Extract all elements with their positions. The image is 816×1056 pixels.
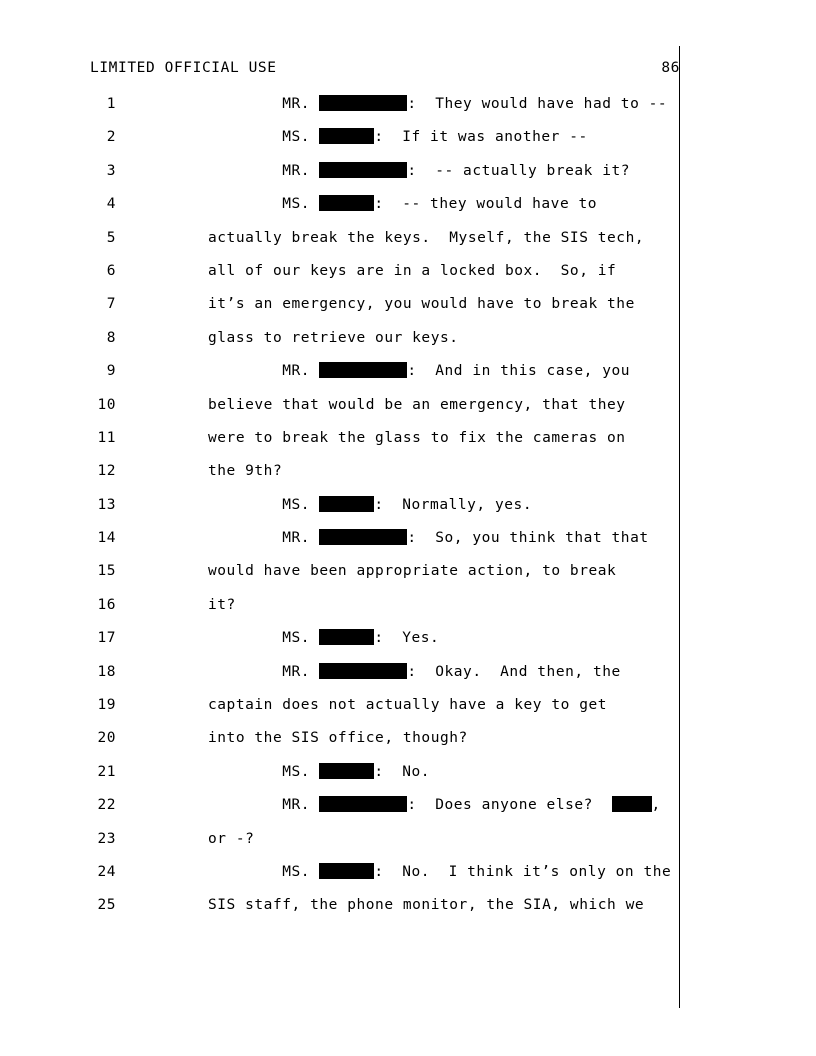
text-segment: into the SIS office, though? (208, 730, 468, 747)
text-segment: : Yes. (374, 630, 440, 647)
transcript-line (90, 522, 690, 555)
line-number: 24 (97, 863, 116, 880)
transcript-line (90, 722, 690, 755)
transcript-line (90, 789, 690, 822)
line-number: 8 (106, 329, 116, 346)
line-number: 16 (97, 596, 116, 613)
line-text (208, 789, 661, 822)
text-segment: MR. (208, 363, 320, 380)
line-number: 7 (106, 296, 116, 313)
transcript-line (90, 489, 690, 522)
line-number: 12 (97, 463, 116, 480)
transcript-line (90, 555, 690, 588)
text-segment: MR. (208, 530, 320, 547)
line-number: 22 (97, 797, 116, 814)
text-segment: were to break the glass to fix the cameras on (208, 429, 626, 446)
text-segment: : -- they would have to (374, 196, 598, 213)
redaction-bar (319, 796, 407, 812)
redaction-bar (319, 629, 374, 645)
transcript-line (90, 889, 690, 922)
transcript-line (90, 856, 690, 889)
transcript-line (90, 155, 690, 188)
redaction-bar (319, 362, 407, 378)
redaction-bar (319, 496, 374, 512)
transcript-line (90, 188, 690, 221)
line-text (208, 389, 626, 422)
line-text (208, 622, 439, 655)
text-segment: SIS staff, the phone monitor, the SIA, which we (208, 897, 645, 914)
line-text (208, 355, 630, 388)
text-segment: : No. I think it’s only on the (374, 863, 672, 880)
text-segment: MS. (208, 863, 320, 880)
line-number: 25 (97, 897, 116, 914)
line-number: 1 (106, 96, 116, 112)
line-number: 13 (97, 496, 116, 513)
text-segment: the 9th? (208, 463, 283, 480)
page-header (90, 60, 680, 76)
transcript-line (90, 622, 690, 655)
line-text (208, 288, 635, 321)
text-segment: it’s an emergency, you would have to break the (208, 296, 635, 313)
text-segment: : Okay. And then, the (407, 663, 621, 680)
text-segment: it? (208, 596, 236, 613)
line-text (208, 522, 649, 555)
text-segment: MS. (208, 196, 320, 213)
line-text (208, 255, 616, 288)
line-text (208, 489, 532, 522)
line-text (208, 823, 254, 856)
line-number: 23 (97, 830, 116, 847)
text-segment: : And in this case, you (407, 363, 631, 380)
transcript-body (90, 88, 690, 923)
transcript-line (90, 88, 690, 121)
redaction-bar (319, 529, 407, 545)
text-segment: actually break the keys. Myself, the SIS tech, (208, 229, 645, 246)
classification-marking: LIMITED OFFICIAL USE (90, 60, 277, 76)
line-number: 3 (106, 162, 116, 179)
text-segment: MR. (208, 96, 320, 112)
line-text (208, 155, 630, 188)
page-number: 86 (661, 60, 680, 76)
line-text (208, 322, 459, 355)
line-text (208, 422, 626, 455)
redaction-bar (319, 128, 374, 144)
text-segment: captain does not actually have a key to get (208, 697, 608, 714)
text-segment: MS. (208, 129, 320, 146)
line-number: 6 (106, 262, 116, 279)
text-segment: : -- actually break it? (407, 162, 631, 179)
line-number: 15 (97, 563, 116, 580)
text-segment: : So, you think that that (407, 530, 649, 547)
text-segment: MS. (208, 630, 320, 647)
text-segment: : If it was another -- (374, 129, 588, 146)
transcript-line (90, 355, 690, 388)
text-segment: MR. (208, 663, 320, 680)
line-number: 17 (97, 630, 116, 647)
line-text (208, 555, 616, 588)
redaction-bar (319, 162, 407, 178)
line-text (208, 689, 607, 722)
transcript-line (90, 288, 690, 321)
transcript-line (90, 823, 690, 856)
redaction-bar (319, 663, 407, 679)
transcript-line (90, 589, 690, 622)
line-text (208, 455, 282, 488)
line-text (208, 856, 671, 889)
line-text (208, 88, 667, 121)
line-number: 9 (106, 363, 116, 380)
line-text (208, 589, 236, 622)
transcript-line (90, 756, 690, 789)
transcript-line (90, 322, 690, 355)
line-number: 2 (106, 129, 116, 146)
transcript-line (90, 389, 690, 422)
transcript-line (90, 121, 690, 154)
text-segment: MR. (208, 797, 320, 814)
transcript-line (90, 656, 690, 689)
line-number: 19 (97, 697, 116, 714)
redaction-bar (319, 763, 374, 779)
line-text (208, 222, 644, 255)
text-segment: , (651, 797, 661, 814)
redaction-bar (612, 796, 652, 812)
line-number: 18 (97, 663, 116, 680)
text-segment: : Does anyone else? (407, 797, 612, 814)
text-segment: all of our keys are in a locked box. So, if (208, 262, 617, 279)
line-number: 20 (97, 730, 116, 747)
line-text (208, 722, 468, 755)
line-number: 11 (97, 429, 116, 446)
text-segment: MR. (208, 162, 320, 179)
text-segment: believe that would be an emergency, that they (208, 396, 626, 413)
text-segment: : No. (374, 763, 431, 780)
text-segment: or -? (208, 830, 255, 847)
text-segment: : They would have had to -- (407, 96, 668, 112)
text-segment: MS. (208, 496, 320, 513)
line-number: 5 (106, 229, 116, 246)
text-segment: MS. (208, 763, 320, 780)
redaction-bar (319, 95, 407, 111)
line-number: 21 (97, 763, 116, 780)
line-text (208, 188, 597, 221)
line-text (208, 756, 430, 789)
redaction-bar (319, 863, 374, 879)
transcript-line (90, 455, 690, 488)
transcript-line (90, 222, 690, 255)
text-segment: : Normally, yes. (374, 496, 533, 513)
line-text (208, 889, 644, 922)
line-number: 14 (97, 530, 116, 547)
transcript-line (90, 422, 690, 455)
text-segment: would have been appropriate action, to break (208, 563, 617, 580)
line-number: 4 (106, 196, 116, 213)
text-segment: glass to retrieve our keys. (208, 329, 459, 346)
line-text (208, 656, 621, 689)
line-number: 10 (97, 396, 116, 413)
transcript-line (90, 255, 690, 288)
line-text (208, 121, 588, 154)
transcript-line (90, 689, 690, 722)
redaction-bar (319, 195, 374, 211)
